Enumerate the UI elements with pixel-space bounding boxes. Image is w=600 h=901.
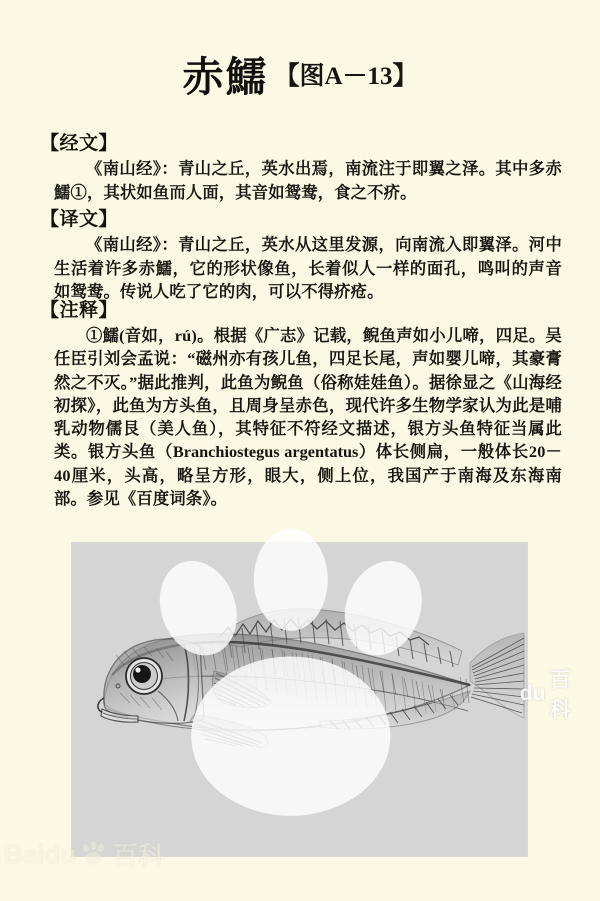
section-yiwen bbox=[40, 209, 562, 304]
section-jingwen bbox=[40, 133, 562, 204]
title-text: 赤鱬 bbox=[182, 54, 269, 100]
section-heading-zhushi: 【注释】 bbox=[40, 300, 119, 321]
baidu-watermark-page-chinese: 百科 bbox=[112, 841, 165, 871]
annotation-latin-name: （Branchiostegus argentatus） bbox=[156, 442, 376, 462]
section-zhushi bbox=[40, 300, 562, 510]
baidu-watermark-chinese: 百科 bbox=[549, 668, 571, 722]
baidu-watermark-latin: du bbox=[519, 681, 546, 705]
fish-sketch-svg bbox=[72, 543, 527, 856]
title-figure-label: 【图A－13】 bbox=[274, 62, 418, 90]
annotation-text-part1: ①鱬(音如，rú)。根据《广志》记载，鲵鱼声如小儿啼，四足。吴任臣引刘会孟说：“磁州亦有孩儿鱼，四足长尾，声如婴儿啼，其豪膏然之不灭。”据此推判，此鱼为鲵鱼（俗称娃娃鱼）。据徐显之《山海经初探》，此鱼为方头鱼，且周身呈赤色，现代许多生物学家认为此是哺乳动物儒艮（美人鱼），其特征不符经文描述，银方头鱼特征当属此类。银方头鱼 bbox=[54, 326, 562, 462]
baidu-watermark-page-latin: Baidu bbox=[4, 839, 77, 869]
page-title bbox=[0, 44, 600, 103]
section-heading-jingwen: 【经文】 bbox=[40, 133, 119, 154]
section-body-zhushi bbox=[40, 324, 562, 510]
annotation-text-part2: 体长侧扁，一般体长20－40厘米，头高，略呈方形，眼大，侧上位，我国产于南海及东海南部。参见《百度词条》。 bbox=[54, 442, 563, 509]
section-body-jingwen: 《南山经》：青山之丘，英水出焉，南流注于即翼之泽。其中多赤鱬①，其状如鱼而人面，其音如鸳鸯，食之不疥。 bbox=[54, 159, 562, 202]
section-heading-yiwen: 【译文】 bbox=[40, 209, 119, 230]
fish-illustration bbox=[72, 543, 571, 856]
section-body-yiwen: 《南山经》：青山之丘，英水从这里发源，向南流入即翼泽。河中生活着许多赤鱬，它的形状像鱼，长着似人一样的面孔，鸣叫的声音如鸳鸯。传说人吃了它的肉，可以不得疥疮。 bbox=[54, 235, 562, 302]
